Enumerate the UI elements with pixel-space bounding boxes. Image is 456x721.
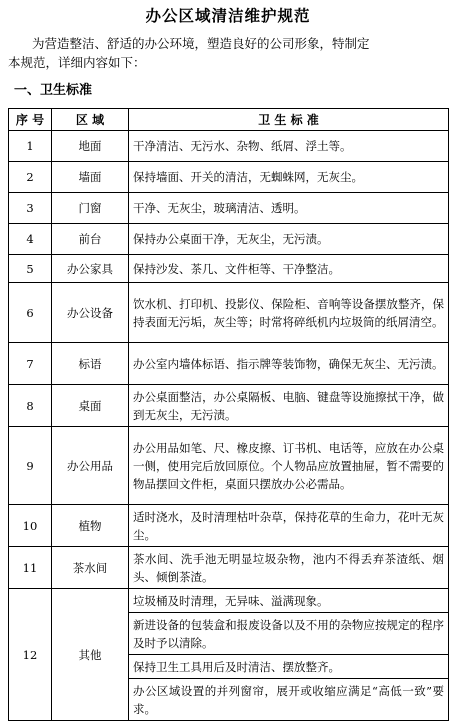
row-area: 办公家具 (52, 255, 129, 283)
row-area: 前台 (52, 224, 129, 255)
row-number: 4 (9, 224, 52, 255)
row-standard: 新进设备的包装盒和报废设备以及不用的杂物应按规定的程序及时予以清除。 (129, 613, 449, 655)
table-row (9, 224, 449, 255)
row-standard: 办公室内墙体标语、指示牌等装饰物，确保无灰尘、无污渍。 (129, 343, 449, 385)
table-row (9, 385, 449, 427)
row-number: 8 (9, 385, 52, 427)
row-area: 办公设备 (52, 283, 129, 343)
row-area: 其他 (52, 589, 129, 721)
row-standard: 办公区域设置的并列窗帘，展开或收缩应满足“高低一致”要求。 (129, 679, 449, 721)
row-standard: 保持墙面、开关的清洁，无蜘蛛网，无灰尘。 (129, 162, 449, 193)
table-row (9, 131, 449, 162)
row-number: 1 (9, 131, 52, 162)
table-row (9, 193, 449, 224)
document-title: 办公区域清洁维护规范 (145, 6, 311, 25)
hygiene-standards-table (8, 108, 449, 721)
row-number: 7 (9, 343, 52, 385)
row-number: 10 (9, 505, 52, 547)
row-number: 5 (9, 255, 52, 283)
row-standard: 保持沙发、茶几、文件柜等、干净整洁。 (129, 255, 449, 283)
table-row (9, 255, 449, 283)
table-row (9, 162, 449, 193)
table-header-row (9, 109, 449, 131)
intro-line-2: 本规范，详细内容如下： (8, 55, 146, 70)
row-area: 桌面 (52, 385, 129, 427)
table-row (9, 283, 449, 343)
row-area: 茶水间 (52, 547, 129, 589)
row-area: 植物 (52, 505, 129, 547)
header-area: 区 域 (52, 109, 129, 131)
row-standard: 饮水机、打印机、投影仪、保险柜、音响等设备摆放整齐，保持表面无污垢，灰尘等；时常将碎纸机内垃圾筒的纸屑清空。 (129, 283, 449, 343)
table-row (9, 589, 449, 613)
header-no: 序 号 (9, 109, 52, 131)
row-standard: 垃圾桶及时清理，无异味、溢满现象。 (129, 589, 449, 613)
table-row (9, 505, 449, 547)
row-standard: 保持办公桌面干净，无灰尘，无污渍。 (129, 224, 449, 255)
row-area: 地面 (52, 131, 129, 162)
row-area: 墙面 (52, 162, 129, 193)
table-row (9, 427, 449, 505)
row-number: 9 (9, 427, 52, 505)
row-area: 办公用品 (52, 427, 129, 505)
table-row (9, 343, 449, 385)
row-standard: 干净清洁、无污水、杂物、纸屑、浮土等。 (129, 131, 449, 162)
row-number: 12 (9, 589, 52, 721)
row-standard: 保持卫生工具用后及时清洁、摆放整齐。 (129, 655, 449, 679)
row-number: 2 (9, 162, 52, 193)
row-number: 6 (9, 283, 52, 343)
row-standard: 茶水间、洗手池无明显垃圾杂物，池内不得丢弃茶渣纸、烟头、倾倒茶渣。 (129, 547, 449, 589)
header-standard: 卫 生 标 准 (129, 109, 449, 131)
row-standard: 办公用品如笔、尺、橡皮擦、订书机、电话等，应放在办公桌一侧，使用完后放回原位。个人物品应放置抽屉，暂不需要的物品摆回文件柜，桌面只摆放办公必需品。 (129, 427, 449, 505)
row-standard: 办公桌面整洁，办公桌隔板、电脑、键盘等设施擦拭干净，做到无灰尘，无污渍。 (129, 385, 449, 427)
row-number: 3 (9, 193, 52, 224)
table-row (9, 547, 449, 589)
row-standard: 适时浇水，及时清理枯叶杂草，保持花草的生命力，花叶无灰尘。 (129, 505, 449, 547)
row-number: 11 (9, 547, 52, 589)
intro-line-1: 为营造整洁、舒适的办公环境，塑造良好的公司形象，特制定 (32, 36, 370, 51)
row-standard: 干净、无灰尘，玻璃清洁、透明。 (129, 193, 449, 224)
row-area: 标语 (52, 343, 129, 385)
row-area: 门窗 (52, 193, 129, 224)
section-heading: 一、卫生标准 (14, 83, 93, 98)
intro-paragraph (8, 34, 444, 72)
